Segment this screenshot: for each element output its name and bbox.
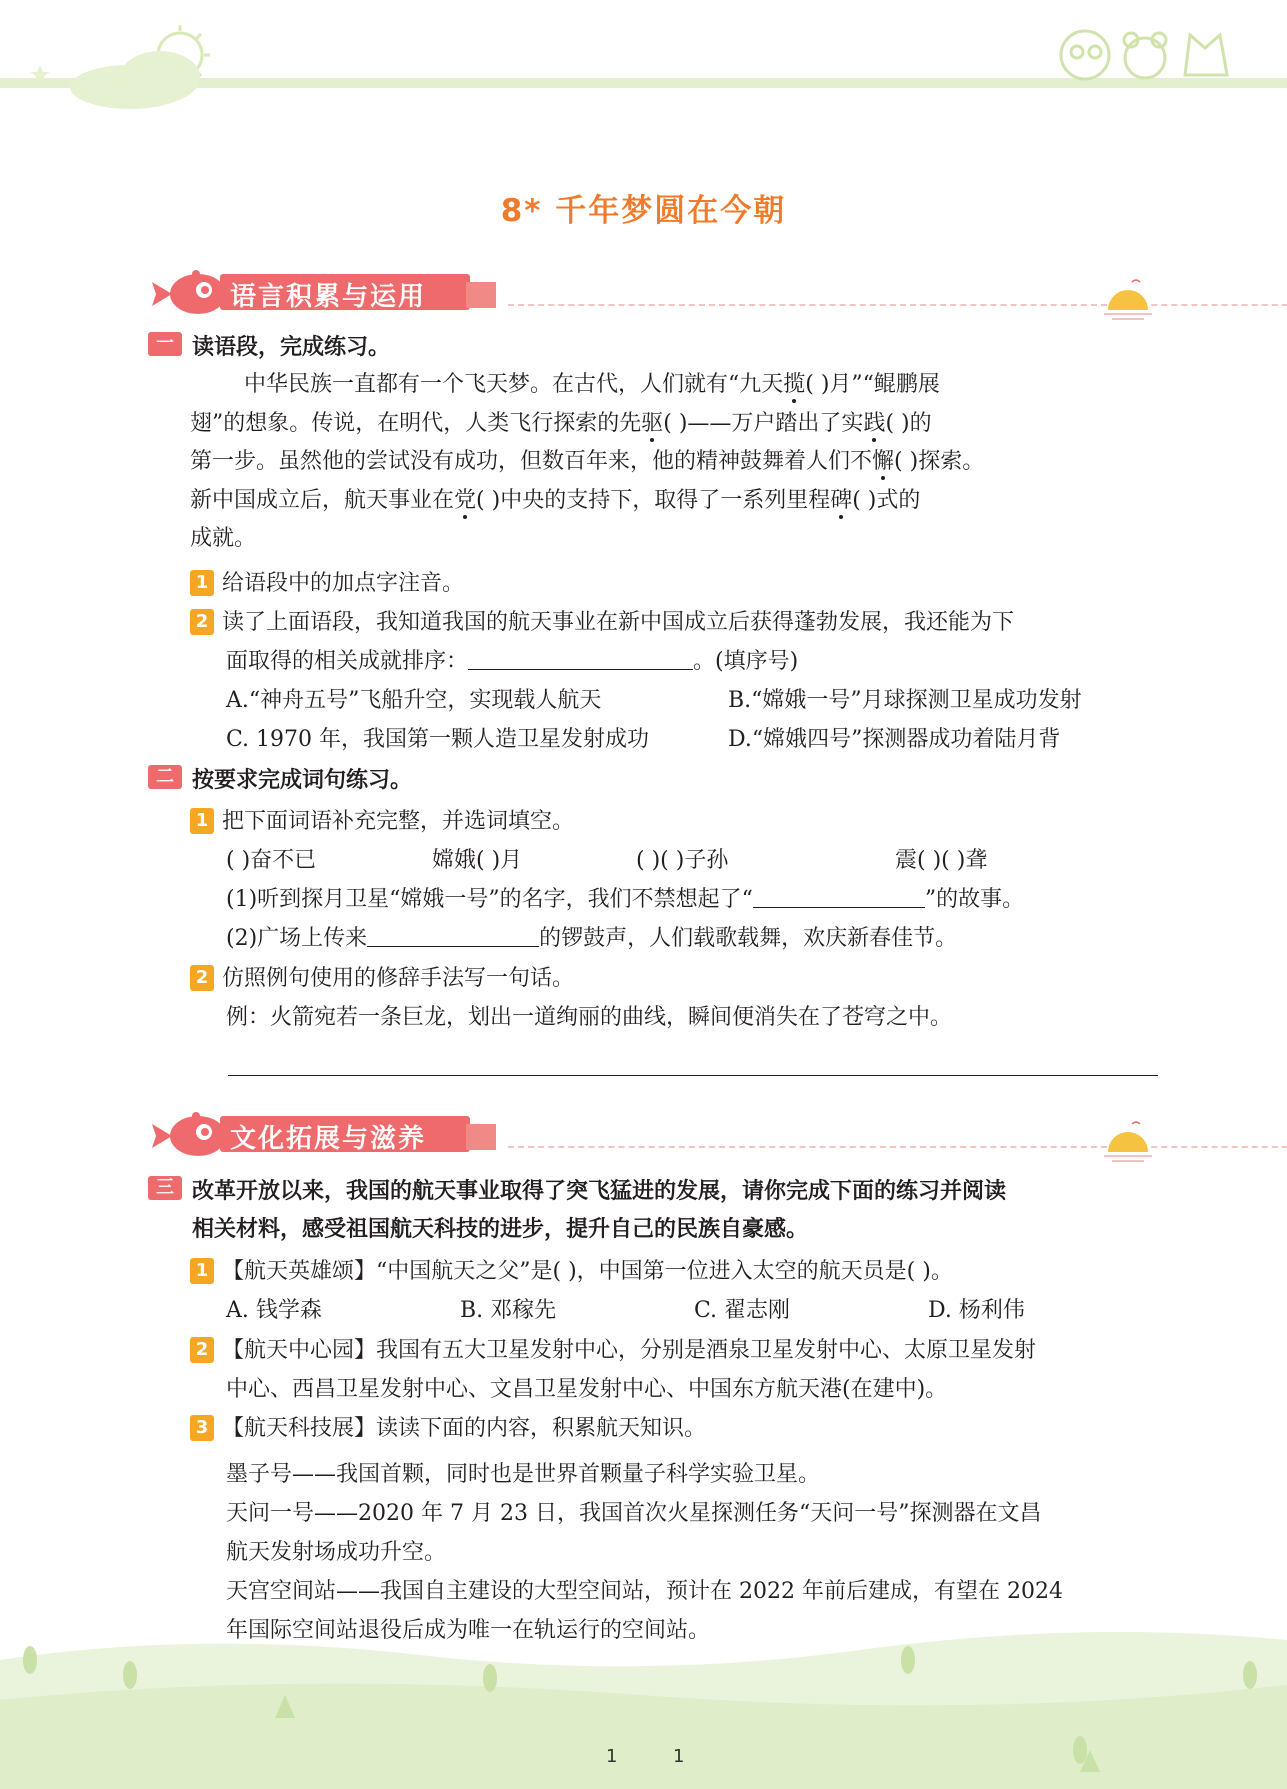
option-c: C. 1970 年，我国第一颗人造卫星发射成功 xyxy=(226,727,650,752)
hills-decoration xyxy=(0,1600,1287,1789)
word-1: ( )奋不已 xyxy=(226,848,317,873)
question-3-2-line2: 中心、西昌卫星发射中心、文昌卫星发射中心、中国东方航天港(在建中)。 xyxy=(226,1377,948,1402)
option-b: B.“嫦娥一号”月球探测卫星成功发射 xyxy=(728,688,1082,713)
option-b: B. 邓稼先 xyxy=(460,1298,557,1323)
question-3-1: 1 【航天英雄颂】“中国航天之父”是( )，中国第一位进入太空的航天员是( )。 xyxy=(190,1253,953,1292)
word-4: 震( )( )聋 xyxy=(895,848,988,873)
option-a: A.“神舟五号”飞船升空，实现载人航天 xyxy=(226,688,602,713)
part-one-heading: 一 读语段，完成练习。 xyxy=(148,329,390,367)
answer-blank[interactable] xyxy=(367,924,539,947)
example-sentence: 例：火箭宛若一条巨龙，划出一道绚丽的曲线，瞬间便消失在了苍穹之中。 xyxy=(226,1005,953,1030)
passage: 中华民族一直都有一个飞天梦。在古代，人们就有“九天揽( )月”“鲲鹏展 翅”的想象。传说，在明代，人类飞行探索的先驱( )——万户踏出了实践( )的 第一步。虽然他的尝试没有成功，但数百年来，他的精神鼓舞着人们不懈( )探索。 新中国成立后，航天事业在党( )中央的支持下，取得了一系列里程碑( )式的 成就。 xyxy=(190,372,985,551)
banner-title: 文化拓展与滋养 xyxy=(230,1124,427,1154)
question-1-1: 1 给语段中的加点字注音。 xyxy=(190,565,464,604)
question-2-2: 2 仿照例句使用的修辞手法写一句话。 xyxy=(190,960,574,999)
section-banner-culture xyxy=(148,1110,1208,1158)
answer-blank[interactable] xyxy=(468,647,693,670)
reading-tiangong-2: 年国际空间站退役后成为唯一在轨运行的空间站。 xyxy=(226,1618,711,1643)
page-title: 8* 千年梦圆在今朝 xyxy=(500,193,787,229)
sunset-icon xyxy=(1098,1118,1158,1164)
page-number-left: 1 xyxy=(606,1746,618,1767)
reading-tianwen-1: 天问一号——2020 年 7 月 23 日，我国首次火星探测任务“天问一号”探测器在文昌 xyxy=(226,1501,1042,1526)
option-d: D. 杨利伟 xyxy=(928,1298,1025,1323)
page-number-right: 1 xyxy=(673,1746,685,1767)
sentence-1: (1)听到探月卫星“嫦娥一号”的名字，我们不禁想起了“ ”的故事。 xyxy=(226,887,1025,912)
reading-mozi: 墨子号——我国首颗，同时也是世界首颗量子科学实验卫星。 xyxy=(226,1462,821,1487)
reading-tiangong-1: 天宫空间站——我国自主建设的大型空间站，预计在 2022 年前后建成，有望在 2024 xyxy=(226,1579,1063,1604)
option-a: A. 钱学森 xyxy=(226,1298,322,1323)
part-two-heading: 二 按要求完成词句练习。 xyxy=(148,762,412,800)
banner-title: 语言积累与运用 xyxy=(230,282,427,312)
question-1-2-line2: 面取得的相关成就排序： 。(填序号) xyxy=(226,649,799,674)
reading-tianwen-2: 航天发射场成功升空。 xyxy=(226,1540,447,1565)
question-2-1: 1 把下面词语补充完整，并选词填空。 xyxy=(190,803,574,842)
question-1-2: 2 读了上面语段，我知道我国的航天事业在新中国成立后获得蓬勃发展，我还能为下 xyxy=(190,604,1014,643)
writing-line[interactable] xyxy=(228,1075,1158,1076)
sentence-2: (2)广场上传来 的锣鼓声，人们载歌载舞，欢庆新春佳节。 xyxy=(226,926,958,951)
option-c: C. 翟志刚 xyxy=(694,1298,791,1323)
question-3-2: 2 【航天中心园】我国有五大卫星发射中心，分别是酒泉卫星发射中心、太原卫星发射 xyxy=(190,1332,1036,1371)
cloud-sun-decoration xyxy=(30,25,220,115)
word-3: ( )( )子孙 xyxy=(636,848,729,873)
animals-decoration xyxy=(1055,20,1255,85)
part-three-heading: 三 改革开放以来，我国的航天事业取得了突飞猛进的发展，请你完成下面的练习并阅读 相关材料，感受祖国航天科技的进步，提升自己的民族自豪感。 xyxy=(148,1173,1158,1249)
option-d: D.“嫦娥四号”探测器成功着陆月背 xyxy=(728,727,1061,752)
section-banner-language xyxy=(148,268,1208,316)
part-number: 一 xyxy=(148,332,182,356)
word-2: 嫦娥( )月 xyxy=(432,848,523,873)
sunset-icon xyxy=(1098,276,1158,322)
question-3-3: 3 【航天科技展】读读下面的内容，积累航天知识。 xyxy=(190,1410,706,1449)
answer-blank[interactable] xyxy=(753,885,925,908)
whale-icon xyxy=(148,1110,228,1158)
whale-icon xyxy=(148,268,228,316)
